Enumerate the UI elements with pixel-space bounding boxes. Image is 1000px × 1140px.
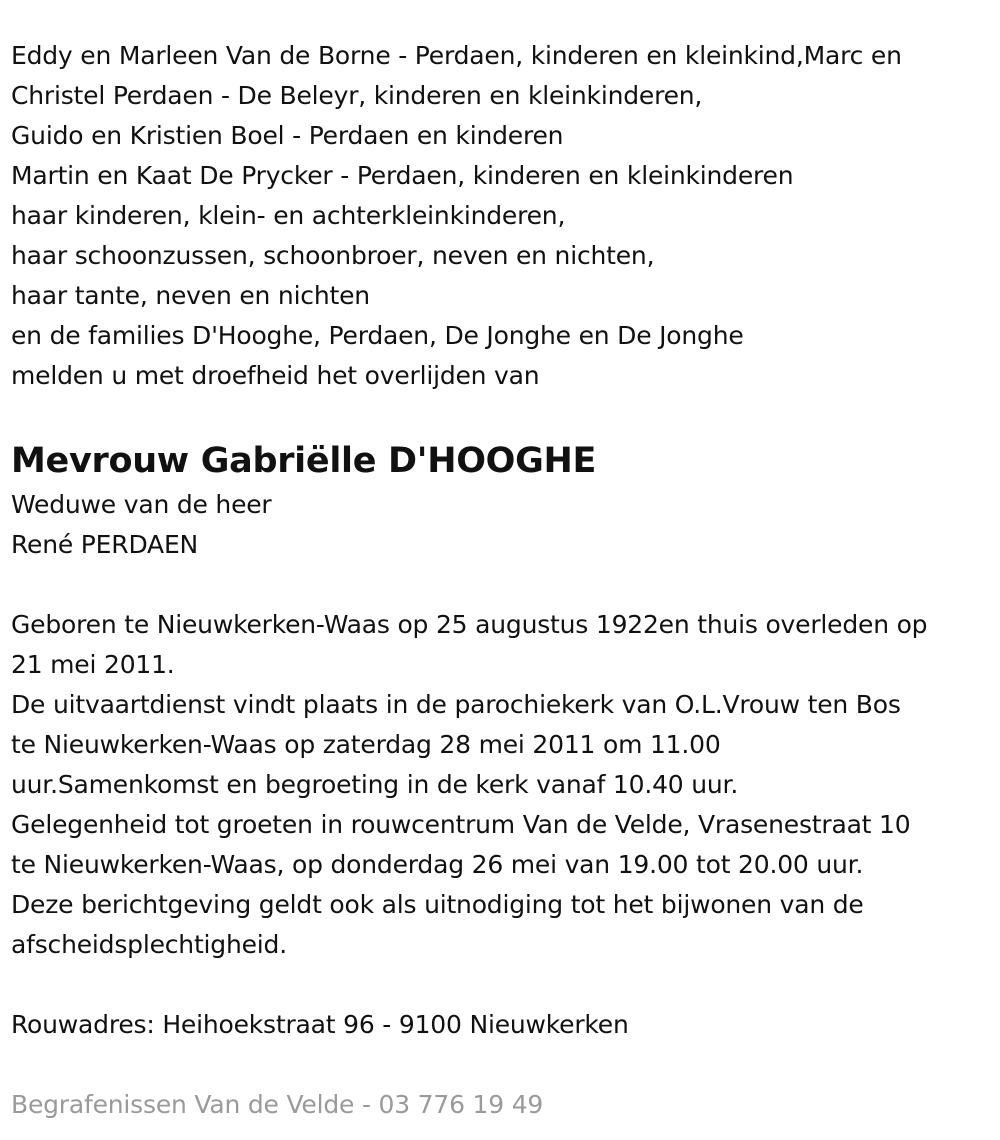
deceased-name: Mevrouw Gabriëlle D'HOOGHE: [11, 441, 597, 481]
spacer: [11, 565, 996, 605]
detail-line: afscheidsplechtigheid.: [11, 930, 287, 959]
detail-line: Gelegenheid tot groeten in rouwcentrum Van de Velde, Vrasenestraat 10: [11, 810, 911, 839]
detail-line: uur.Samenkomst en begroeting in de kerk vanaf 10.40 uur.: [11, 770, 739, 799]
family-line: Martin en Kaat De Prycker - Perdaen, kinderen en kleinkinderen: [11, 161, 794, 190]
relation-block: [11, 485, 996, 565]
family-line: Guido en Kristien Boel - Perdaen en kinderen: [11, 121, 564, 150]
announcing-family-list: [11, 36, 996, 396]
family-line: haar kinderen, klein- en achterkleinkinderen,: [11, 201, 566, 230]
family-line: haar tante, neven en nichten: [11, 281, 370, 310]
detail-line: 21 mei 2011.: [11, 650, 175, 679]
funeral-home-footer: Begrafenissen Van de Velde - 03 776 19 49: [11, 1090, 544, 1119]
spacer: [11, 965, 996, 1005]
family-line: haar schoonzussen, schoonbroer, neven en nichten,: [11, 241, 655, 270]
family-line: Christel Perdaen - De Beleyr, kinderen en kleinkinderen,: [11, 81, 703, 110]
spouse-name: René PERDAEN: [11, 530, 199, 559]
detail-line: te Nieuwkerken-Waas op zaterdag 28 mei 2011 om 11.00: [11, 730, 721, 759]
family-line: Eddy en Marleen Van de Borne - Perdaen, kinderen en kleinkind,Marc en: [11, 41, 902, 70]
detail-line: te Nieuwkerken-Waas, op donderdag 26 mei van 19.00 tot 20.00 uur.: [11, 850, 864, 879]
announcement-line: melden u met droefheid het overlijden van: [11, 361, 540, 390]
detail-line: De uitvaartdienst vindt plaats in de parochiekerk van O.L.Vrouw ten Bos: [11, 690, 901, 719]
details-block: [11, 605, 996, 965]
detail-line: Deze berichtgeving geldt ook als uitnodiging tot het bijwonen van de: [11, 890, 864, 919]
spacer: [11, 1045, 996, 1085]
relation-line: Weduwe van de heer: [11, 490, 272, 519]
mourning-address: Rouwadres: Heihoekstraat 96 - 9100 Nieuwkerken: [11, 1010, 629, 1039]
detail-line: Geboren te Nieuwkerken-Waas op 25 augustus 1922en thuis overleden op: [11, 610, 928, 639]
death-notice: [11, 36, 996, 1125]
family-line: en de families D'Hooghe, Perdaen, De Jonghe en De Jonghe: [11, 321, 744, 350]
spacer: [11, 396, 996, 436]
